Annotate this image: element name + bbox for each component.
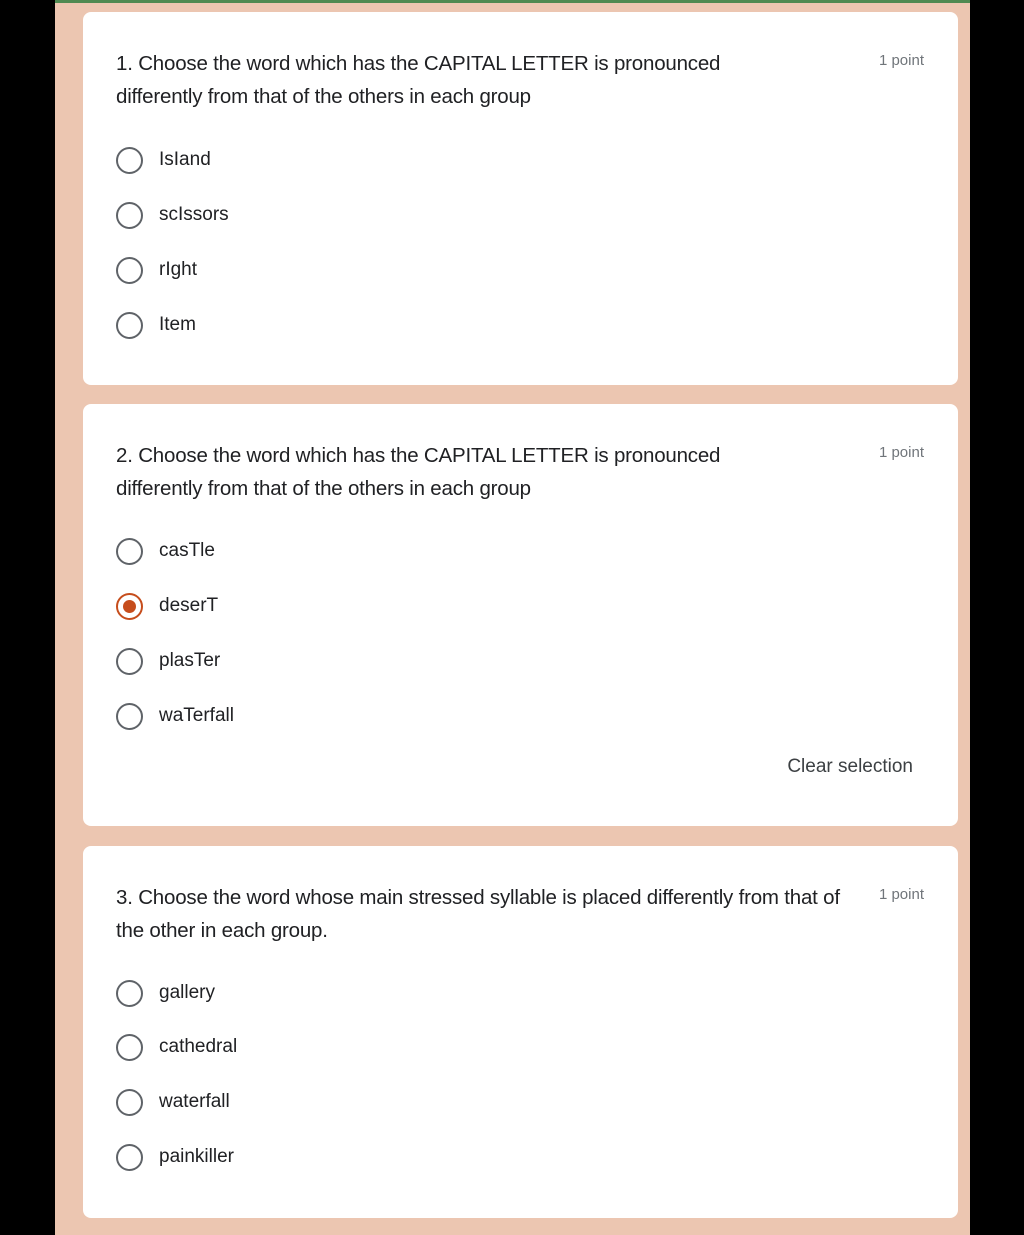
question-points: 1 point <box>878 444 924 461</box>
radio-unchecked-icon[interactable] <box>116 980 143 1007</box>
option-label: waterfall <box>159 1091 230 1112</box>
radio-option-castle[interactable] <box>116 536 215 566</box>
radio-option-island[interactable] <box>116 145 211 175</box>
radio-option-right[interactable] <box>116 255 197 285</box>
radio-option-cathedral[interactable] <box>116 1032 237 1062</box>
question-points: 1 point <box>878 52 924 69</box>
radio-option-waterfall[interactable] <box>116 1087 230 1117</box>
question-card-3 <box>83 846 958 1218</box>
radio-unchecked-icon[interactable] <box>116 147 143 174</box>
clear-selection-button[interactable]: Clear selection <box>787 756 913 777</box>
radio-option-painkiller[interactable] <box>116 1142 234 1172</box>
radio-unchecked-icon[interactable] <box>116 703 143 730</box>
option-label: gallery <box>159 982 215 1003</box>
radio-option-scissors[interactable] <box>116 200 229 230</box>
option-label: plasTer <box>159 650 221 671</box>
option-label: painkiller <box>159 1146 234 1167</box>
radio-unchecked-icon[interactable] <box>116 257 143 284</box>
radio-unchecked-icon[interactable] <box>116 1144 143 1171</box>
question-text: 2. Choose the word which has the CAPITAL LETTER is pronounced differently from that of the others in each group <box>116 444 721 500</box>
question-points: 1 point <box>878 886 924 903</box>
option-label: scIssors <box>159 204 229 225</box>
radio-unchecked-icon[interactable] <box>116 538 143 565</box>
option-label: waTerfall <box>159 705 234 726</box>
radio-option-plaster[interactable] <box>116 646 220 676</box>
question-text: 1. Choose the word which has the CAPITAL LETTER is pronounced differently from that of the others in each group <box>116 52 721 108</box>
form-header-strip <box>55 0 970 3</box>
option-label: deserT <box>159 595 219 616</box>
radio-option-waterfall[interactable] <box>116 701 234 731</box>
radio-option-item[interactable] <box>116 310 196 340</box>
question-card-1 <box>83 12 958 385</box>
radio-unchecked-icon[interactable] <box>116 1089 143 1116</box>
option-label: casTle <box>159 540 215 561</box>
option-label: cathedral <box>159 1036 238 1057</box>
radio-option-desert[interactable] <box>116 591 218 621</box>
question-card-2 <box>83 404 958 826</box>
radio-dot-icon <box>123 600 136 613</box>
radio-checked-icon[interactable] <box>116 593 143 620</box>
radio-unchecked-icon[interactable] <box>116 648 143 675</box>
question-text: 3. Choose the word whose main stressed syllable is placed differently from that of the other in each group. <box>116 886 840 942</box>
radio-unchecked-icon[interactable] <box>116 312 143 339</box>
option-label: IsIand <box>159 149 211 170</box>
radio-unchecked-icon[interactable] <box>116 202 143 229</box>
radio-option-gallery[interactable] <box>116 978 215 1008</box>
option-label: Item <box>159 314 196 335</box>
option-label: rIght <box>159 259 198 280</box>
radio-unchecked-icon[interactable] <box>116 1034 143 1061</box>
